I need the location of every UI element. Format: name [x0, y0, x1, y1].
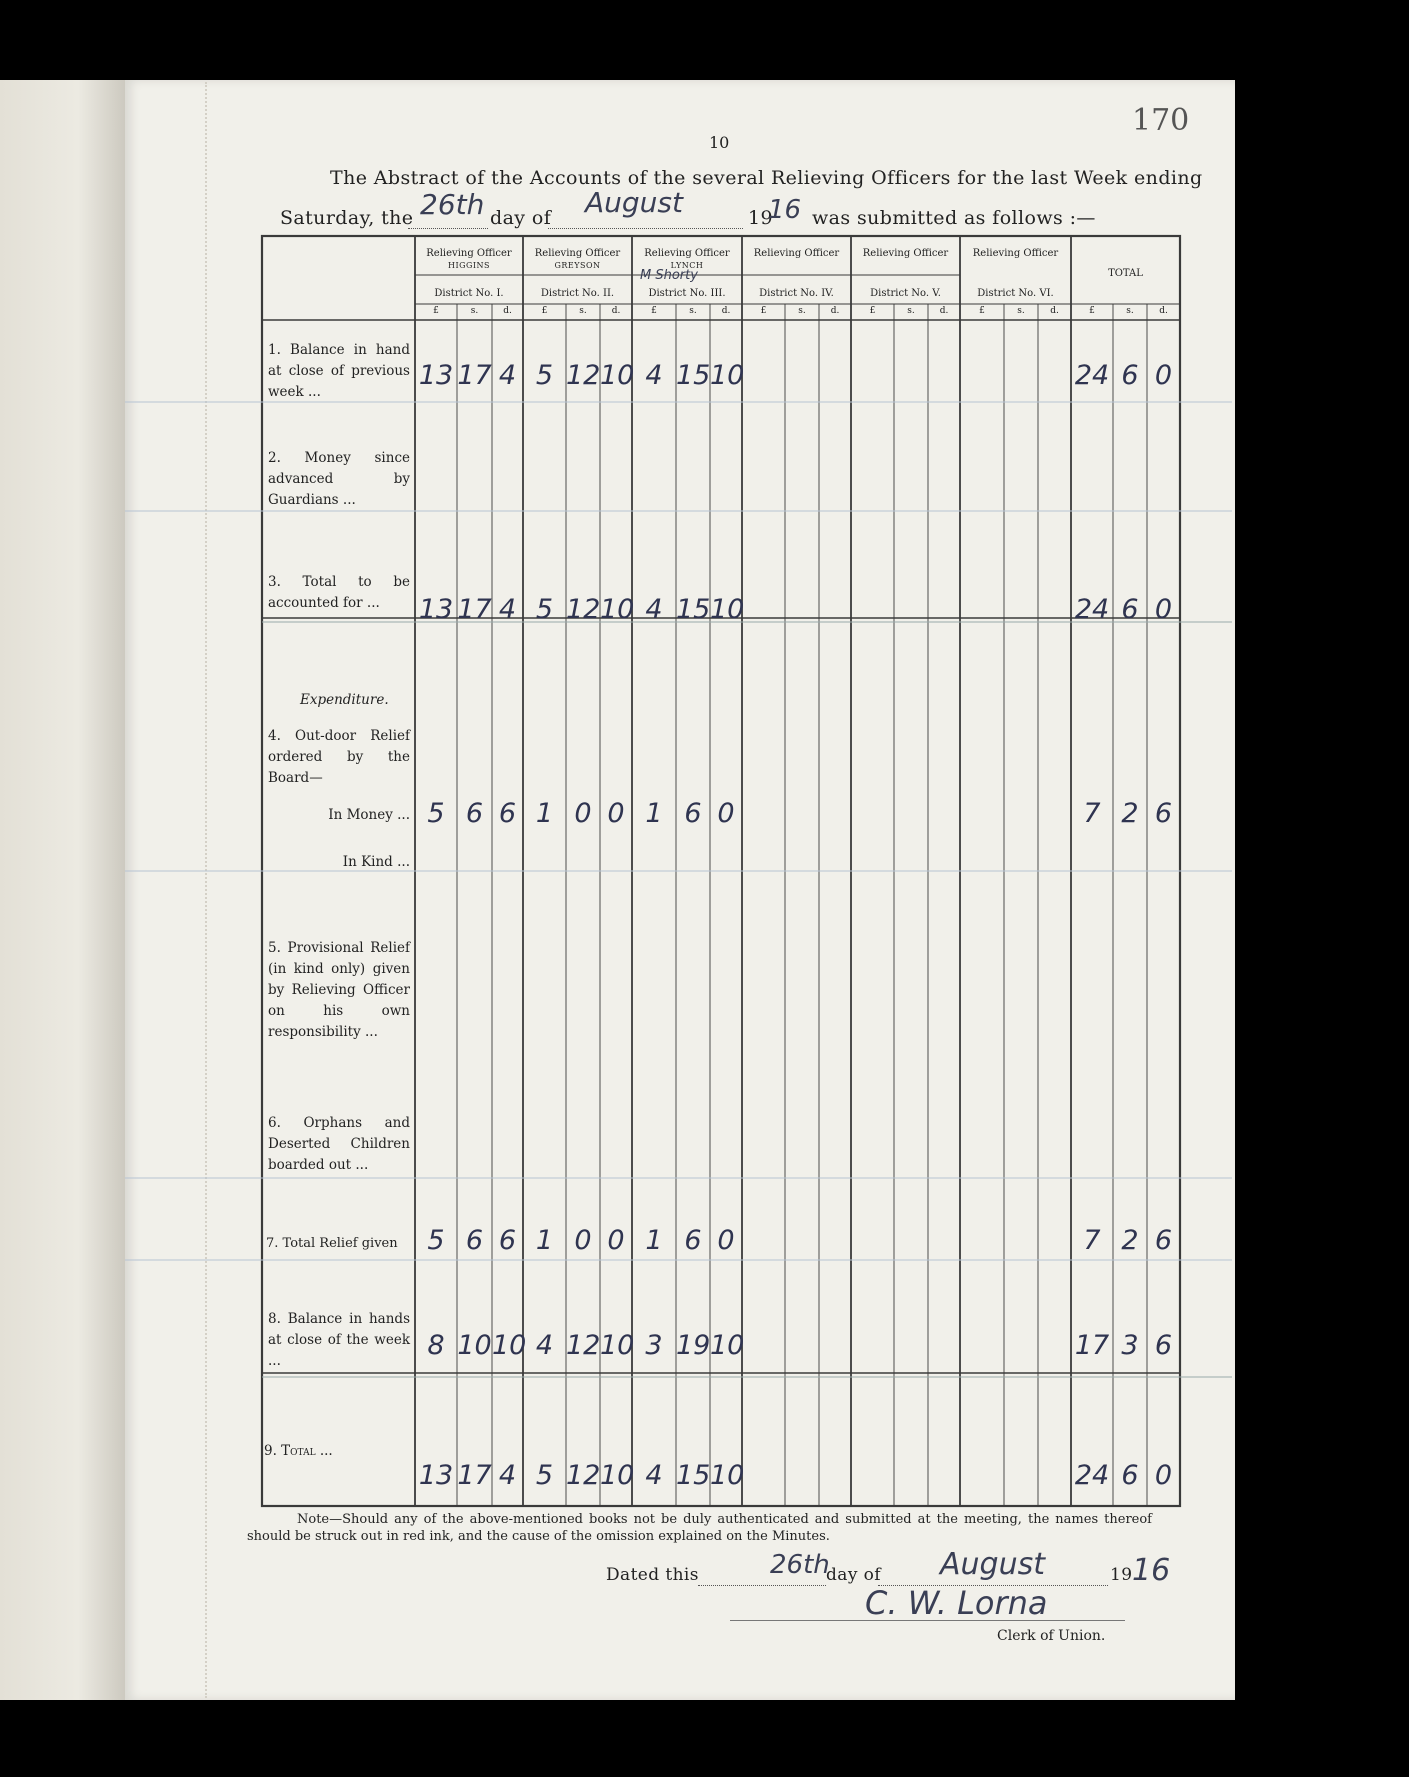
cell-value-r3: 17	[457, 594, 492, 625]
cell-value-r7: 6	[465, 1225, 484, 1256]
cell-value-r3: 12	[566, 594, 601, 625]
cell-value-r4: 6	[498, 798, 517, 829]
col-head-2: Relieving Officer GREYSON	[534, 248, 621, 270]
cell-value-r4: 7	[1083, 798, 1101, 829]
unit-label: d.	[1050, 306, 1059, 316]
unit-label: d.	[830, 306, 840, 316]
day-of-label: day of	[490, 207, 552, 229]
dated-label: Dated this	[606, 1565, 699, 1585]
cell-value-r3: 10	[710, 594, 745, 625]
cell-value-r8: 12	[566, 1330, 601, 1361]
cell-value-r4: 6	[1154, 798, 1173, 829]
cell-value-r1: 5	[535, 360, 554, 391]
cell-value-r7: 5	[427, 1225, 445, 1256]
cell-value-r3: 5	[535, 594, 554, 625]
cell-value-r9: 5	[535, 1460, 554, 1491]
unit-label: d.	[939, 306, 949, 316]
unit-label: s.	[1126, 306, 1134, 316]
cell-value-r3: 4	[498, 594, 517, 625]
footnote: Note—Should any of the above-mentioned books not be duly authenticated and submitted at the meeting, the names thereof should be struck out in red ink, and the cause of the omission explained on the Minutes.	[247, 1512, 1152, 1544]
cell-value-r1: 24	[1074, 360, 1110, 391]
cell-value-r9: 24	[1074, 1460, 1110, 1491]
cell-value-r4: 0	[574, 798, 592, 829]
cell-value-r7: 2	[1121, 1225, 1139, 1256]
unit-label: £	[541, 306, 548, 316]
cell-value-r1: 0	[1154, 360, 1173, 391]
row-8-label: 8. Balance in hands at close of the week ...	[268, 1311, 410, 1369]
cell-value-r7: 0	[607, 1225, 625, 1256]
col-head-total: TOTAL	[1108, 268, 1143, 279]
unit-label: s.	[689, 306, 697, 316]
col-district-3: District No. III.	[648, 288, 726, 299]
dated-month: August	[940, 1547, 1045, 1582]
cell-value-r4: 0	[607, 798, 625, 829]
cell-value-r7: 6	[1154, 1225, 1173, 1256]
unit-label: £	[433, 306, 439, 316]
unit-label: s.	[470, 306, 479, 316]
cell-value-r8: 8	[427, 1330, 445, 1361]
saturday-label: Saturday, the	[280, 207, 414, 229]
cell-value-r7: 0	[574, 1225, 592, 1256]
dated-day-of: day of	[826, 1565, 881, 1585]
cell-value-r4: 2	[1121, 798, 1139, 829]
cell-value-r3: 4	[645, 594, 663, 625]
unit-label: £	[651, 306, 657, 316]
unit-label: £	[1089, 306, 1095, 316]
unit-label: s.	[579, 306, 587, 316]
col-district-4: District No. IV.	[759, 288, 834, 299]
cell-value-r4: 6	[684, 798, 702, 829]
year-prefix: 19	[748, 207, 773, 229]
row-1-label: 1. Balance in hand at close of previous week ...	[268, 342, 410, 400]
cell-value-r3: 15	[676, 594, 711, 625]
cell-value-r4: 1	[535, 798, 554, 829]
cell-value-r8: 17	[1074, 1330, 1110, 1361]
unit-label: £	[760, 306, 767, 316]
row-6-label: 6. Orphans and Deserted Children boarded out ...	[268, 1115, 410, 1173]
cell-value-r4: 0	[717, 798, 735, 829]
unit-label: d.	[1159, 306, 1168, 316]
page-number: 10	[709, 133, 730, 152]
dated-year-prefix: 19	[1110, 1565, 1133, 1585]
col-district-5: District No. V.	[870, 288, 941, 299]
cell-value-r1: 6	[1121, 360, 1139, 391]
cell-value-r7: 0	[717, 1225, 735, 1256]
cell-value-r1: 10	[600, 360, 635, 391]
folio-number: 170	[1132, 103, 1190, 138]
dated-year-suffix: 16	[1132, 1553, 1171, 1588]
cell-value-r9: 13	[418, 1460, 454, 1491]
col-head-5: Relieving Officer	[862, 248, 949, 259]
cell-value-r9: 12	[566, 1460, 601, 1491]
row-4-kind-label: In Kind ...	[342, 854, 410, 870]
dated-day: 26th	[770, 1550, 830, 1580]
cell-value-r7: 6	[684, 1225, 702, 1256]
unit-label: d.	[503, 306, 512, 316]
unit-label: £	[869, 306, 876, 316]
unit-label: s.	[907, 306, 915, 316]
cell-value-r8: 10	[600, 1330, 635, 1361]
row-2-label: 2. Money since advanced by Guardians ...	[268, 450, 410, 508]
cell-value-r1: 15	[676, 360, 711, 391]
row-4-label: 4. Out-door Relief ordered by the Board—	[268, 728, 410, 786]
cell-value-r9: 0	[1154, 1460, 1173, 1491]
submitted-label: was submitted as follows :—	[812, 207, 1096, 229]
cell-value-r3: 0	[1154, 594, 1173, 625]
cell-value-r1: 12	[566, 360, 601, 391]
cell-value-r8: 19	[676, 1330, 711, 1361]
week-day: 26th	[420, 188, 485, 221]
clerk-signature: C. W. Lorna	[865, 1584, 1048, 1622]
row-4-money-label: In Money ...	[328, 807, 410, 823]
row-9-label: 9. Total ...	[264, 1443, 333, 1459]
clerk-title: Clerk of Union.	[997, 1628, 1106, 1644]
col-head-4: Relieving Officer	[753, 248, 840, 259]
year-suffix: 16	[768, 195, 802, 225]
cell-value-r9: 4	[645, 1460, 663, 1491]
cell-value-r4: 5	[427, 798, 445, 829]
col-head-3: Relieving Officer LYNCH	[644, 248, 730, 270]
cell-value-r8: 10	[710, 1330, 745, 1361]
col-district-1: District No. I.	[434, 288, 504, 299]
row-5-label: 5. Provisional Relief (in kind only) given by Relieving Officer on his own responsibility ...	[268, 940, 410, 1040]
cell-value-r9: 4	[498, 1460, 517, 1491]
cell-value-r4: 1	[645, 798, 663, 829]
intro-line: The Abstract of the Accounts of the several Relieving Officers for the last Week ending	[330, 167, 1203, 189]
cell-value-r8: 6	[1154, 1330, 1173, 1361]
cell-value-r9: 10	[710, 1460, 745, 1491]
unit-label: s.	[1017, 306, 1025, 316]
unit-label: d.	[721, 306, 731, 316]
cell-value-r7: 1	[535, 1225, 554, 1256]
cell-value-r9: 15	[676, 1460, 711, 1491]
cell-value-r9: 10	[600, 1460, 635, 1491]
col-head-6: Relieving Officer	[972, 248, 1059, 259]
unit-label: s.	[798, 306, 806, 316]
cell-value-r3: 13	[418, 594, 454, 625]
cell-value-r7: 6	[498, 1225, 517, 1256]
col-district-6: District No. VI.	[977, 288, 1054, 299]
cell-value-r7: 7	[1083, 1225, 1101, 1256]
cell-value-r8: 3	[1121, 1330, 1139, 1361]
row-7-label: 7. Total Relief given	[266, 1236, 398, 1251]
expenditure-heading: Expenditure.	[300, 692, 389, 708]
cell-value-r3: 10	[600, 594, 635, 625]
cell-value-r8: 10	[492, 1330, 527, 1361]
cell-value-r7: 1	[645, 1225, 663, 1256]
row-3-label: 3. Total to be accounted for ...	[268, 574, 410, 611]
cell-value-r9: 6	[1121, 1460, 1139, 1491]
col-3-note: M Shorty	[640, 268, 698, 283]
cell-value-r1: 4	[645, 360, 663, 391]
cell-value-r3: 24	[1074, 594, 1110, 625]
cell-value-r1: 4	[498, 360, 517, 391]
cell-value-r1: 13	[418, 360, 454, 391]
cell-value-r4: 6	[465, 798, 484, 829]
week-month: August	[585, 186, 683, 219]
cell-value-r9: 17	[457, 1460, 492, 1491]
col-head-1: Relieving Officer HIGGINS	[426, 248, 512, 270]
cell-value-r8: 3	[645, 1330, 663, 1361]
col-district-2: District No. II.	[540, 288, 615, 299]
unit-label: £	[979, 306, 985, 316]
cell-value-r8: 4	[535, 1330, 554, 1361]
unit-label: d.	[611, 306, 621, 316]
cell-value-r8: 10	[457, 1330, 492, 1361]
cell-value-r1: 17	[457, 360, 492, 391]
cell-value-r3: 6	[1121, 594, 1139, 625]
cell-value-r1: 10	[710, 360, 745, 391]
